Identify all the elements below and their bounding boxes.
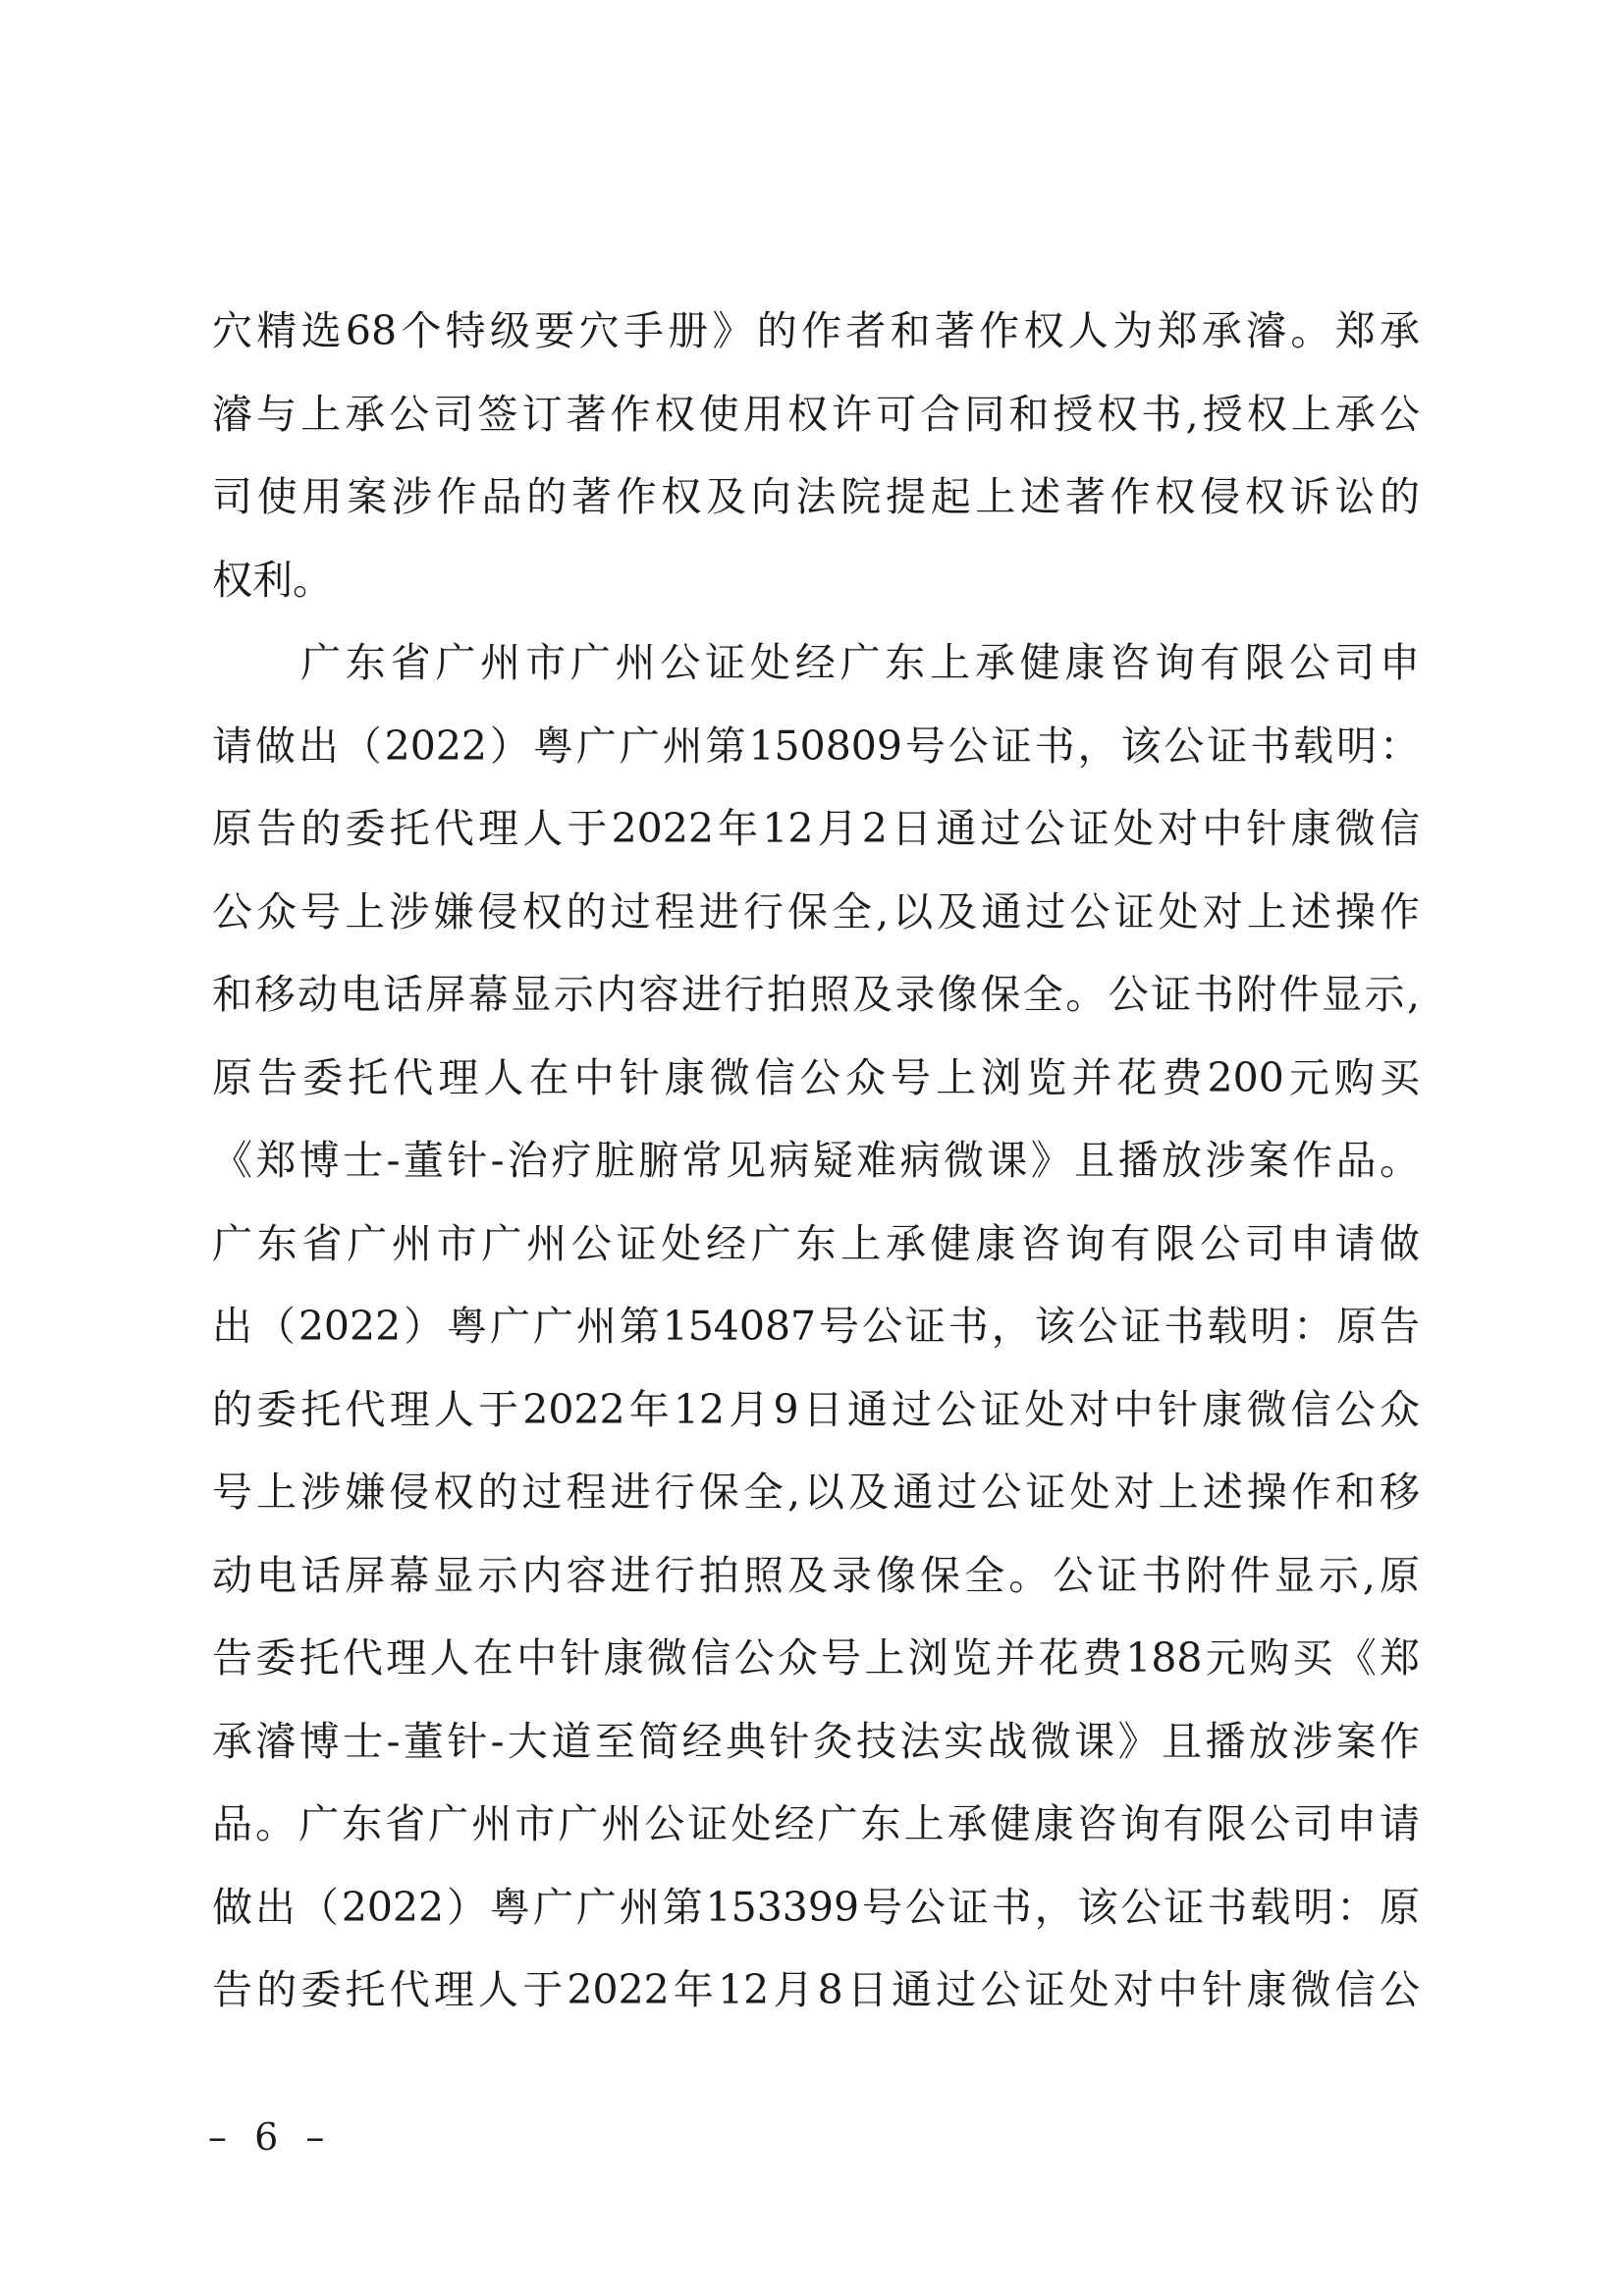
- text-line: 司使用案涉作品的著作权及向法院提起上述著作权侵权诉讼的: [212, 473, 1420, 520]
- text-line: 穴精选68个特级要穴手册》的作者和著作权人为郑承濬。郑承: [212, 307, 1420, 354]
- text-line: 告的委托代理人于2022年12月8日通过公证处对中针康微信公: [212, 1966, 1420, 2013]
- text-line: 权利。: [212, 556, 333, 604]
- text-line: 和移动电话屏幕显示内容进行拍照及录像保全。公证书附件显示,: [212, 971, 1420, 1018]
- text-line: 品。广东省广州市广州公证处经广东上承健康咨询有限公司申请: [212, 1800, 1420, 1847]
- text-line: 告委托代理人在中针康微信公众号上浏览并花费188元购买《郑: [212, 1634, 1420, 1682]
- text-line: 广东省广州市广州公证处经广东上承健康咨询有限公司申: [300, 639, 1420, 686]
- text-line: 原告的委托代理人于2022年12月2日通过公证处对中针康微信: [212, 805, 1420, 852]
- text-line: 的委托代理人于2022年12月9日通过公证处对中针康微信公众: [212, 1385, 1420, 1433]
- body-text: [212, 290, 1420, 2032]
- text-line: 广东省广州市广州公证处经广东上承健康咨询有限公司申请做: [212, 1219, 1420, 1267]
- text-line: 承濬博士-董针-大道至简经典针灸技法实战微课》且播放涉案作: [212, 1717, 1420, 1765]
- text-line: 出（2022）粤广广州第154087号公证书，该公证书载明：原告: [212, 1303, 1420, 1350]
- text-line: 《郑博士-董针-治疗脏腑常见病疑难病微课》且播放涉案作品。: [212, 1137, 1420, 1184]
- text-line: 动电话屏幕显示内容进行拍照及录像保全。公证书附件显示,原: [212, 1551, 1420, 1599]
- text-line: 做出（2022）粤广广州第153399号公证书，该公证书载明：原: [212, 1883, 1420, 1931]
- text-line: 号上涉嫌侵权的过程进行保全,以及通过公证处对上述操作和移: [212, 1468, 1420, 1516]
- text-line: 原告委托代理人在中针康微信公众号上浏览并花费200元购买: [212, 1053, 1420, 1101]
- text-line: 请做出（2022）粤广广州第150809号公证书，该公证书载明：: [212, 721, 1420, 770]
- page-number: – 6 –: [208, 2115, 333, 2159]
- text-line: 濬与上承公司签订著作权使用权许可合同和授权书,授权上承公: [212, 390, 1420, 438]
- text-line: 公众号上涉嫌侵权的过程进行保全,以及通过公证处对上述操作: [212, 887, 1420, 935]
